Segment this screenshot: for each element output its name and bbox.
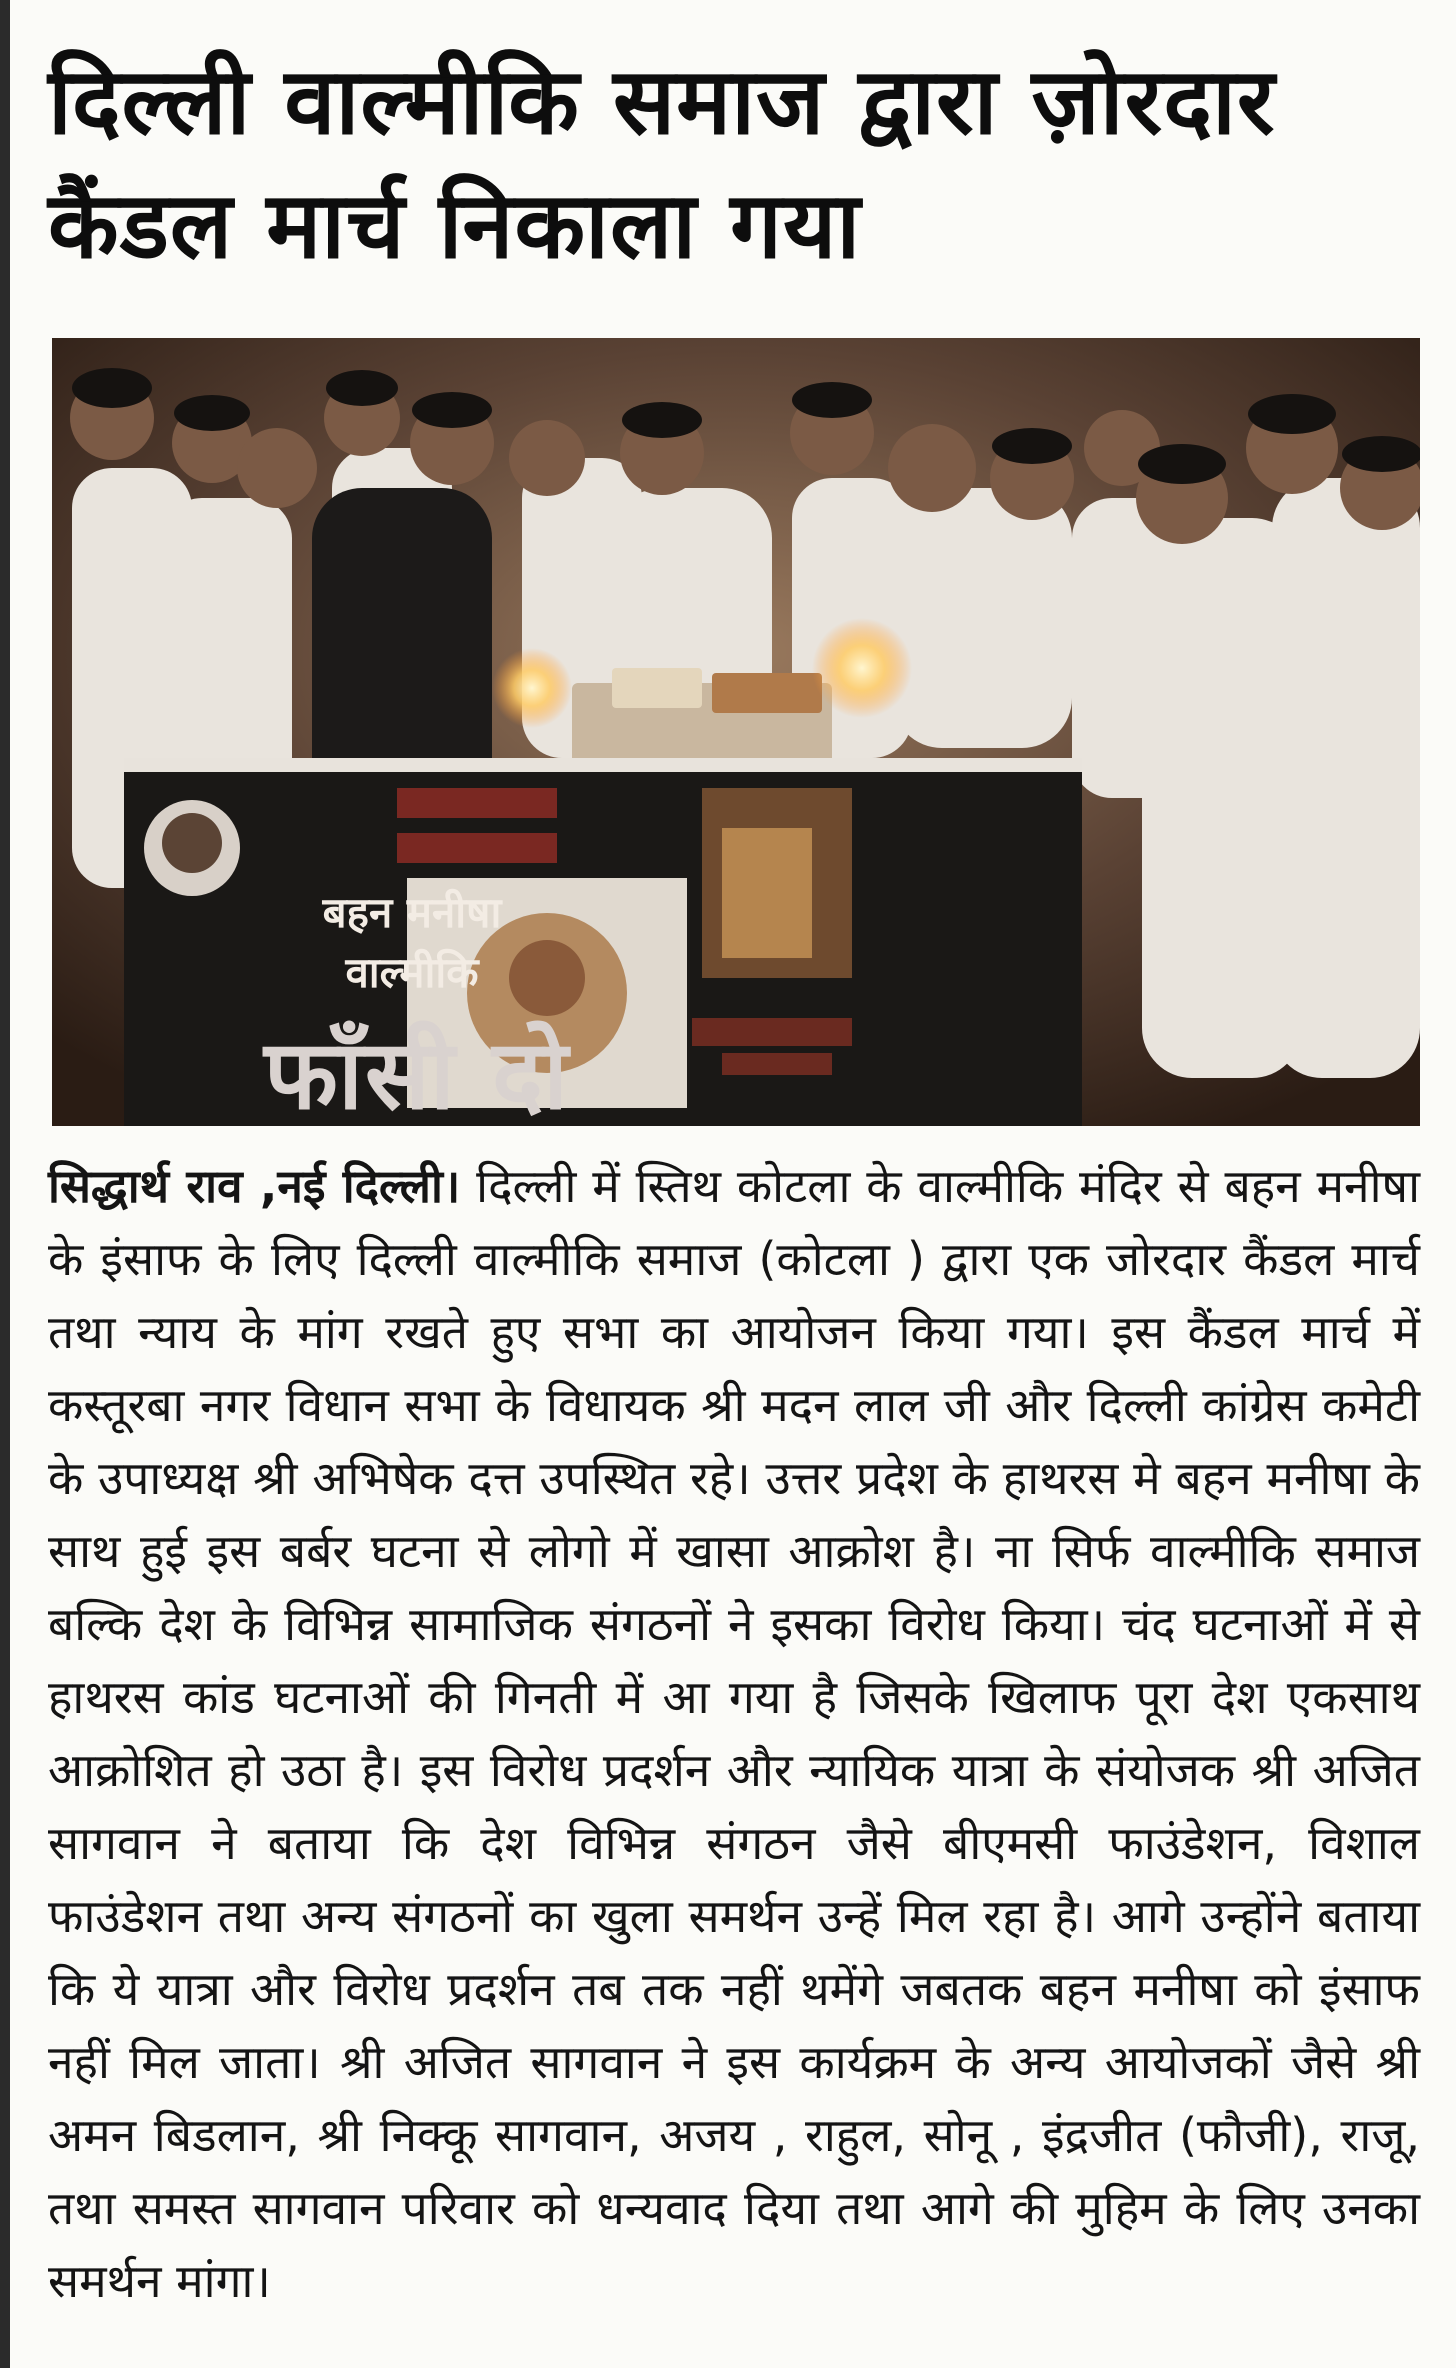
candle-glow <box>812 618 912 718</box>
candle-glow <box>492 648 572 728</box>
news-photo <box>52 338 1420 1126</box>
banner-text-line-2: वाल्मीकि <box>345 948 479 997</box>
banner-text-line-1: बहन मनीषा <box>322 888 502 937</box>
headline-line-2: कैंडल मार्च निकाला गया <box>48 172 862 279</box>
page-border-rule <box>0 0 10 2368</box>
dateline: सिद्धार्थ राव ,नई दिल्ली। <box>48 1159 461 1213</box>
headline-line-1: दिल्ली वाल्मीकि समाज द्वारा ज़ोरदार <box>48 48 1276 155</box>
headline <box>48 40 1418 288</box>
banner-text-line-3: फाँसी दो <box>264 1019 570 1126</box>
article-body <box>48 1150 1420 2318</box>
article-body-text: दिल्ली में स्तिथ कोटला के वाल्मीकि मंदिर से बहन मनीषा के इंसाफ के लिए दिल्ली वाल्मीकि समाज (कोटला ) द्वारा एक जोरदार कैंडल मार्च तथा न्याय के मांग रखते हुए सभा का आयोजन किया गया। इस कैंडल मार्च में कस्तूरबा नगर विधान सभा के विधायक श्री मदन लाल जी और दिल्ली कांग्रेस कमेटी के उपाध्यक्ष श्री अभिषेक दत्त उपस्थित रहे। उत्तर प्रदेश के हाथरस मे बहन मनीषा के साथ हुई इस बर्बर घटना से लोगो में खासा आक्रोश है। ना सिर्फ वाल्मीकि समाज बल्कि देश के विभिन्न सामाजिक संगठनों ने इसका विरोध किया। चंद घटनाओं में से हाथरस कांड घटनाओं की गिनती में आ गया है जिसके खिलाफ पूरा देश एकसाथ आक्रोशित हो उठा है। इस विरोध प्रदर्शन और न्यायिक यात्रा के संयोजक श्री अजित सागवान ने बताया कि देश विभिन्न संगठन जैसे बीएमसी फाउंडेशन, विशाल फाउंडेशन तथा अन्य संगठनों का खुला समर्थन उन्हें मिल रहा है। आगे उन्होंने बताया कि ये यात्रा और विरोध प्रदर्शन तब तक नहीं थमेंगे जबतक बहन मनीषा को इंसाफ नहीं मिल जाता। श्री अजित सागवान ने इस कार्यक्रम के अन्य आयोजकों जैसे श्री अमन बिडलान, श्री निक्कू सागवान, अजय , राहुल, सोनू , इंद्रजीत (फौजी), राजू, तथा समस्त सागवान परिवार को धन्यवाद दिया तथा आगे की मुहिम के लिए उनका समर्थन मांगा। <box>48 1159 1421 2308</box>
